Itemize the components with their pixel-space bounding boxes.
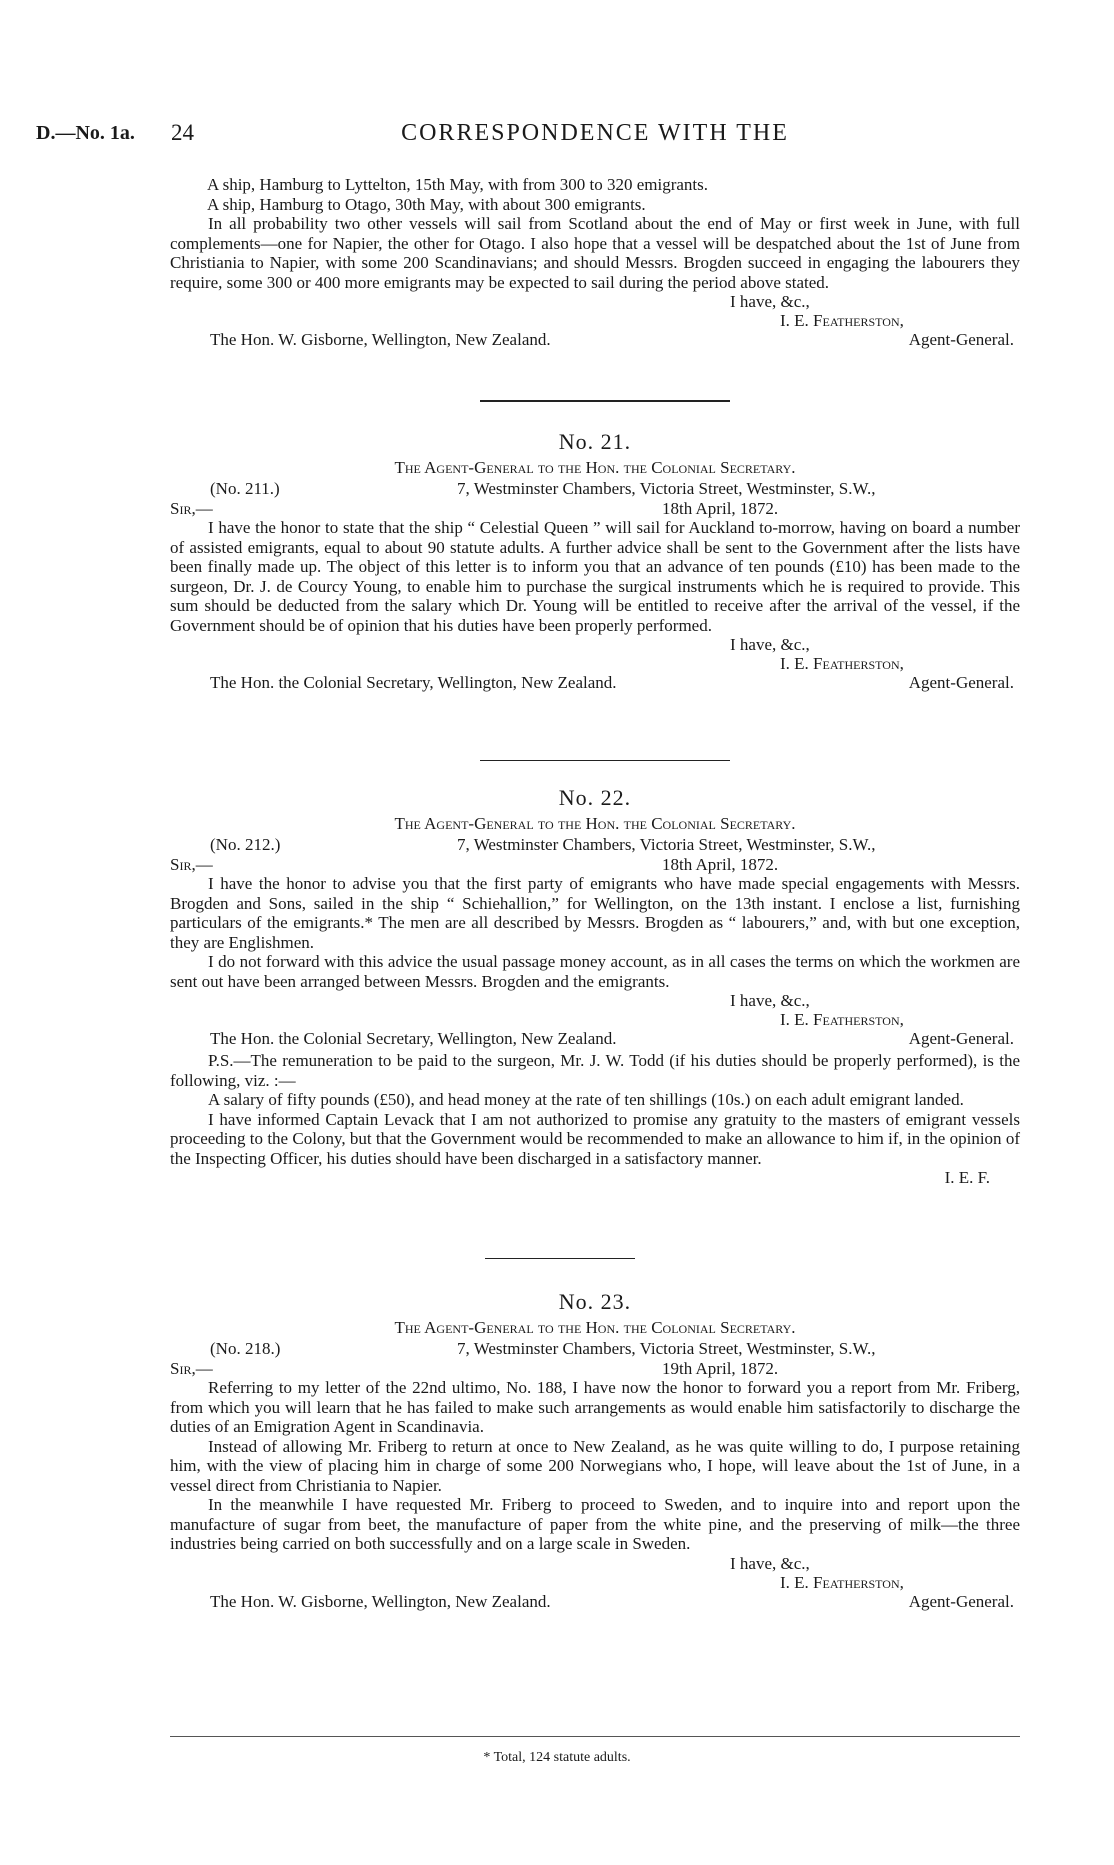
letter-paragraph: I have the honor to state that the ship “ Celestial Queen ” will sail for Auckland to-morrow, having on board a number of assisted emigrants, equal to about 90 statute adults. A further advice shall be sent to the Government after the lists have been finally made up. The object of this letter is to inform you that an advance of ten pounds (£10) has been made to the surgeon, Dr. J. de Courcy Young, to enable him to purchase the surgical instruments which he is required to provide. This sum should be deducted from the salary which Dr. Young will be entitled to receive after the arrival of the vessel, if the Government should be of opinion that his duties have been properly performed. [170,518,1020,635]
separator-rule [485,1258,635,1259]
postscript-paragraph: I have informed Captain Levack that I am not authorized to promise any gratuity to the masters of emigrant vessels proceeding to the Colony, but that the Government would be recommended to make an allowance to him if, in the opinion of the Inspecting Officer, his duties should have been discharged in a satisfactory manner. [170,1109,1020,1168]
letter-21 [170,429,1020,695]
page-number: 24 [171,120,194,145]
letter-number: No. 22. [558,785,632,810]
signature-block [170,1554,1020,1614]
signature-block [170,635,1020,695]
letter-heading: The Agent-General to the Hon. the Colonial Secretary. [394,813,796,833]
intro-line: A ship, Hamburg to Otago, 30th May, with about 300 emigrants. [207,194,646,214]
closing: I have, &c., [730,292,810,311]
letter-heading: The Agent-General to the Hon. the Colonial Secretary. [394,457,796,477]
addressee: The Hon. the Colonial Secretary, Wellington, New Zealand. [210,673,617,692]
separator-rule [480,400,730,402]
signatory: I. E. Featherston, [780,1572,904,1592]
document-reference: D.—No. 1a. [36,122,135,144]
addressee: The Hon. W. Gisborne, Wellington, New Zealand. [210,1591,551,1611]
salutation: Sir,— [170,855,213,874]
letter-23 [170,1289,1020,1614]
signature-block [170,991,1020,1051]
letter-heading: The Agent-General to the Hon. the Colonial Secretary. [394,1317,796,1337]
letter-ref-line [170,1339,1020,1359]
footnote: * Total, 124 statute adults. [483,1750,631,1765]
salutation-line [170,499,1020,518]
letter-date: 18th April, 1872. [662,499,779,518]
intro-line: A ship, Hamburg to Lyttelton, 15th May, with from 300 to 320 emigrants. [207,175,708,194]
letter-paragraph: I have the honor to advise you that the first party of emigrants who have made special engagements with Messrs. Brogden and Sons, sailed in the ship “ Schiehallion,” for Wellington, on the 13th instant. I enclose a list, furnishing particulars of the emigrants.* The men are all described by Messrs. Brogden as “ labourers,” and, with but one exception, they are Englishmen. [170,874,1020,952]
signatory-role: Agent-General. [908,330,1014,349]
letter-ref: (No. 211.) [210,479,280,498]
sender-address: 7, Westminster Chambers, Victoria Street, Westminster, S.W., [457,1339,876,1358]
letter-date: 18th April, 1872. [662,855,779,874]
postscript-paragraph: A salary of fifty pounds (£50), and head money at the rate of ten shillings (10s.) on each adult emigrant landed. [208,1090,964,1109]
letter-paragraph: Referring to my letter of the 22nd ultimo, No. 188, I have now the honor to forward you a report from Mr. Friberg, from which you will learn that he has failed to make such arrangements as would enable him satisfactorily to discharge the duties of an Emigration Agent in Scandinavia. [170,1378,1020,1436]
closing: I have, &c., [730,991,810,1010]
addressee: The Hon. the Colonial Secretary, Wellington, New Zealand. [210,1029,617,1048]
footnote-rule [170,1736,1020,1737]
closing: I have, &c., [730,1553,810,1573]
salutation-line [170,855,1020,874]
letter-ref-line [170,479,1020,499]
letter-number: No. 21. [558,429,632,454]
letter-paragraph: I do not forward with this advice the usual passage money account, as in all cases the terms on which the workmen are sent out have been arranged between Messrs. Brogden and the emigrants. [170,952,1020,991]
intro-paragraph: In all probability two other vessels will sail from Scotland about the end of May or first week in June, with full complements—one for Napier, the other for Otago. I also hope that a vessel will be despatched about the 1st of June from Christiania to Napier, with some 200 Scandinavians; and should Messrs. Brogden succeed in engaging the labourers they require, some 300 or 400 more emigrants may be expected to sail during the period above stated. [170,214,1020,292]
separator-rule [480,760,730,761]
salutation-line [170,1359,1020,1378]
letter-paragraph: In the meanwhile I have requested Mr. Friberg to proceed to Sweden, and to inquire into and report upon the manufacture of sugar from beet, the manufacture of paper from the white pine, and the preserving of milk—the three industries being carried on both successfully and on a large scale in Sweden. [170,1495,1020,1553]
postscript-initials: I. E. F. [944,1168,990,1187]
letter-date: 19th April, 1872. [662,1359,779,1378]
letter-ref: (No. 218.) [210,1339,281,1358]
sender-address: 7, Westminster Chambers, Victoria Street, Westminster, S.W., [457,835,876,854]
signatory-role: Agent-General. [908,1591,1014,1611]
signatory-role: Agent-General. [908,1029,1014,1048]
running-title: CORRESPONDENCE WITH THE [401,120,789,146]
letter-paragraph: Instead of allowing Mr. Friberg to return at once to New Zealand, as he was quite willing to do, I purpose retaining him, with the view of placing him in charge of some 200 Norwegians who, I hope, will leave about the 1st of June, in a vessel direct from Christiania to Napier. [170,1436,1020,1495]
intro-section [170,175,1020,352]
letter-ref-line [170,835,1020,855]
signatory: I. E. Featherston, [780,1010,904,1029]
letter-22 [170,785,1020,1188]
page-header [36,120,1054,150]
signatory: I. E. Featherston, [780,311,904,330]
signature-block [170,292,1020,352]
postscript-initials-line [170,1168,1020,1188]
postscript-paragraph: P.S.—The remuneration to be paid to the surgeon, Mr. J. W. Todd (if his duties should be properly performed), is the following, viz. :— [170,1051,1020,1090]
addressee: The Hon. W. Gisborne, Wellington, New Zealand. [210,330,551,349]
signatory-role: Agent-General. [908,673,1014,692]
sender-address: 7, Westminster Chambers, Victoria Street, Westminster, S.W., [457,479,876,498]
closing: I have, &c., [730,635,810,654]
signatory: I. E. Featherston, [780,654,904,673]
letter-number: No. 23. [558,1289,632,1314]
salutation: Sir,— [170,1359,213,1378]
salutation: Sir,— [170,499,213,518]
letter-ref: (No. 212.) [210,835,281,854]
